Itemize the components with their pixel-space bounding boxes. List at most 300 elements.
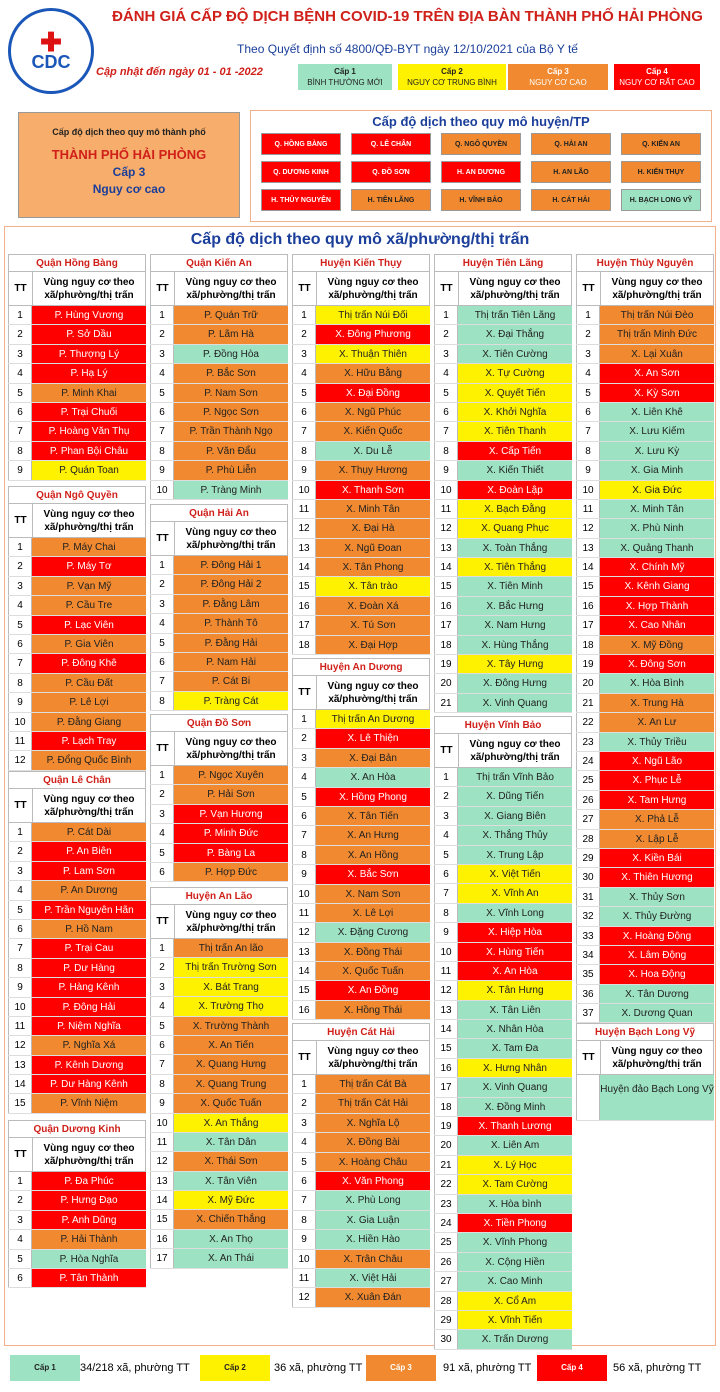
row-number: 1: [150, 766, 174, 784]
col-zone: Vùng nguy cơ theo xã/phường/thị trấn: [43, 1142, 135, 1167]
ward-name: X. Dương Quan: [600, 1004, 714, 1022]
city-risk: Nguy cơ cao: [92, 182, 166, 196]
table-row: [434, 1078, 572, 1097]
col-zone: Vùng nguy cơ theo xã/phường/thị trấn: [43, 276, 135, 301]
table-row: [8, 616, 146, 635]
row-number: 7: [150, 672, 174, 690]
row-number: 28: [576, 830, 600, 848]
table-row: [292, 364, 430, 383]
table-row: [150, 958, 288, 977]
table-row: [292, 923, 430, 942]
table-row: [8, 823, 146, 842]
ward-name: X. Quyết Tiến: [458, 384, 572, 402]
table-row: [434, 1098, 572, 1117]
row-number: 10: [434, 481, 458, 499]
row-number: 1: [576, 306, 600, 324]
row-number: 4: [292, 768, 316, 786]
table-row: [8, 1172, 146, 1191]
footer-level-4: Cấp 4: [537, 1355, 607, 1381]
table-row: [434, 461, 572, 480]
table-row: [434, 981, 572, 1000]
table-row: [576, 500, 714, 519]
table-row: [576, 364, 714, 383]
row-number: 1: [150, 939, 174, 957]
table-row: [576, 481, 714, 500]
row-number: 21: [434, 694, 458, 712]
table-row: [576, 384, 714, 403]
ward-name: P. Lê Lợi: [32, 693, 146, 711]
ward-name: X. Tam Hưng: [600, 791, 714, 809]
ward-name: X. Thái Sơn: [174, 1152, 288, 1170]
ward-name: X. Đông Sơn: [600, 655, 714, 673]
table-title: Quận Hồng Bàng: [8, 254, 146, 272]
ward-name: X. Phù Ninh: [600, 519, 714, 537]
page-subtitle: Theo Quyết định số 4800/QĐ-BYT ngày 12/10/2021 của Bộ Y tế: [237, 42, 578, 56]
ward-name: X. Tú Sơn: [316, 616, 430, 634]
table-row: [292, 306, 430, 325]
col-zone: Vùng nguy cơ theo xã/phường/thị trấn: [185, 526, 277, 551]
row-number: 5: [8, 1250, 32, 1268]
row-number: 7: [292, 1191, 316, 1209]
ward-name: P. Hưng Đạo: [32, 1191, 146, 1209]
ward-name: X. Quang Phục: [458, 519, 572, 537]
ward-table: [292, 254, 430, 655]
table-row: [292, 461, 430, 480]
cdc-logo: [8, 8, 94, 94]
row-number: 6: [8, 403, 32, 421]
table-header: [150, 272, 288, 306]
table-header: [8, 504, 146, 538]
table-row: [292, 519, 430, 538]
table-row: [434, 1156, 572, 1175]
ward-name: P. Văn Đẩu: [174, 442, 288, 460]
table-row: [576, 577, 714, 596]
ward-name: X. Thiên Hương: [600, 868, 714, 886]
col-tt: TT: [9, 1138, 33, 1171]
row-number: 6: [292, 1172, 316, 1190]
table-row: [434, 306, 572, 325]
ward-name: X. Giang Biên: [458, 807, 572, 825]
table-row: [292, 403, 430, 422]
row-number: 37: [576, 1004, 600, 1022]
row-number: 10: [150, 481, 174, 499]
table-row: [150, 634, 288, 653]
table-row: [292, 981, 430, 1000]
row-number: 1: [150, 556, 174, 574]
table-row: [150, 1017, 288, 1036]
update-date: Cập nhật đến ngày 01 - 01 -2022: [96, 66, 263, 78]
row-number: 23: [434, 1195, 458, 1213]
ward-name: P. Đông Hải 2: [174, 575, 288, 593]
ward-table: [8, 254, 146, 481]
ward-name: Thị trấn Tiên Lãng: [458, 306, 572, 324]
ward-name: X. Tiên Thanh: [458, 422, 572, 440]
row-number: 1: [150, 306, 174, 324]
district-chip: H. BẠCH LONG VỸ: [621, 189, 701, 211]
row-number: 3: [8, 577, 32, 595]
table-row: [434, 1272, 572, 1291]
district-chip: Q. LÊ CHÂN: [351, 133, 431, 155]
table-row: [434, 442, 572, 461]
row-number: 4: [150, 614, 174, 632]
ward-name: X. Đồng Bài: [316, 1133, 430, 1151]
table-row: [150, 461, 288, 480]
ward-name: X. Chiến Thắng: [174, 1210, 288, 1228]
ward-name: X. Trân Châu: [316, 1250, 430, 1268]
col-tt: TT: [293, 272, 317, 305]
row-number: 11: [292, 904, 316, 922]
row-number: 8: [8, 442, 32, 460]
table-row: [150, 1055, 288, 1074]
row-number: 6: [150, 653, 174, 671]
table-row: [434, 500, 572, 519]
ward-name: X. Minh Tân: [600, 500, 714, 518]
col-zone: Vùng nguy cơ theo xã/phường/thị trấn: [469, 738, 561, 763]
col-tt: TT: [151, 732, 175, 765]
district-chip: H. TIÊN LÃNG: [351, 189, 431, 211]
row-number: 5: [8, 384, 32, 402]
table-row: [576, 345, 714, 364]
row-number: 1: [292, 1075, 316, 1093]
ward-name: P. Dư Hàng Kênh: [32, 1075, 146, 1093]
footer-count: 91 xã, phường TT: [443, 1362, 532, 1374]
ward-name: P. Hùng Vương: [32, 306, 146, 324]
row-number: 26: [434, 1253, 458, 1271]
table-row: [576, 733, 714, 752]
row-number: 4: [434, 826, 458, 844]
table-row: [150, 345, 288, 364]
ward-name: X. Lý Học: [458, 1156, 572, 1174]
table-row: [434, 923, 572, 942]
table-header: [576, 272, 714, 306]
row-number: 13: [292, 943, 316, 961]
level-legend-1: [298, 64, 392, 90]
row-number: 16: [292, 597, 316, 615]
table-row: [576, 325, 714, 344]
ward-name: X. Hoàng Động: [600, 927, 714, 945]
ward-name: X. Toàn Thắng: [458, 539, 572, 557]
table-header: [8, 272, 146, 306]
table-title: Huyện Thủy Nguyên: [576, 254, 714, 272]
col-tt: TT: [435, 734, 459, 767]
row-number: 2: [150, 325, 174, 343]
ward-name: X. Vinh Quang: [458, 694, 572, 712]
table-row: [434, 481, 572, 500]
district-chip: Q. ĐỒ SƠN: [351, 161, 431, 183]
table-row: [8, 1250, 146, 1269]
ward-name: P. Hợp Đức: [174, 863, 288, 881]
ward-name: X. Tam Cường: [458, 1175, 572, 1193]
col-zone: Vùng nguy cơ theo xã/phường/thị trấn: [611, 276, 703, 301]
row-number: 4: [150, 997, 174, 1015]
table-row: [8, 538, 146, 557]
ward-name: X. Vĩnh An: [458, 884, 572, 902]
row-number: 9: [150, 1094, 174, 1112]
row-number: 11: [8, 1017, 32, 1035]
table-row: [150, 364, 288, 383]
row-number: 11: [292, 500, 316, 518]
ward-name: X. Tân Liên: [458, 1001, 572, 1019]
table-row: [150, 672, 288, 691]
ward-name: P. Đông Khê: [32, 654, 146, 672]
ward-name: X. Quốc Tuấn: [174, 1094, 288, 1112]
row-number: 10: [8, 713, 32, 731]
ward-name: P. Kênh Dương: [32, 1056, 146, 1074]
ward-name: Thị trấn An lão: [174, 939, 288, 957]
row-number: 6: [434, 865, 458, 883]
table-row: [292, 1133, 430, 1152]
level-name: Cấp 1: [334, 67, 356, 76]
table-row: [434, 1039, 572, 1058]
level-desc: NGUY CƠ CAO: [529, 78, 587, 87]
ward-name: Thị trấn Vĩnh Bảo: [458, 768, 572, 786]
header: [0, 0, 720, 100]
level-legend-2: [398, 64, 506, 90]
ward-name: X. Trường Thọ: [174, 997, 288, 1015]
table-row: [292, 539, 430, 558]
table-row: [576, 965, 714, 984]
table-row: [576, 791, 714, 810]
table-title: Huyện Vĩnh Bảo: [434, 716, 572, 734]
table-row: [434, 1253, 572, 1272]
footer-count: 34/218 xã, phường TT: [80, 1362, 190, 1374]
ward-table: [8, 486, 146, 771]
ward-name: P. Bàng La: [174, 844, 288, 862]
level-desc: NGUY CƠ RẤT CAO: [619, 78, 695, 87]
ward-name: X. Đặng Cương: [316, 923, 430, 941]
table-row: [434, 1330, 572, 1349]
ward-name: X. Hòa Bình: [600, 674, 714, 692]
table-row: [292, 1075, 430, 1094]
row-number: 1: [292, 306, 316, 324]
level-desc: NGUY CƠ TRUNG BÌNH: [407, 78, 497, 87]
row-number: 14: [292, 558, 316, 576]
row-number: 5: [150, 1017, 174, 1035]
table-row: [434, 364, 572, 383]
row-number: 3: [292, 345, 316, 363]
row-number: 1: [434, 306, 458, 324]
col-zone: Vùng nguy cơ theo xã/phường/thị trấn: [185, 909, 277, 934]
ward-name: X. Quang Hưng: [174, 1055, 288, 1073]
table-row: [150, 939, 288, 958]
ward-name: P. Vĩnh Niệm: [32, 1094, 146, 1112]
ward-name: X. Đồng Minh: [458, 1098, 572, 1116]
ward-name: P. Sở Dầu: [32, 325, 146, 343]
ward-name: X. Thắng Thủy: [458, 826, 572, 844]
table-title: Quận Dương Kinh: [8, 1120, 146, 1138]
row-number: 10: [292, 481, 316, 499]
ward-name: P. Đông Hải 1: [174, 556, 288, 574]
ward-name: P. An Biên: [32, 842, 146, 860]
ward-table: [8, 771, 146, 1114]
row-number: 11: [150, 1133, 174, 1151]
row-number: 3: [576, 345, 600, 363]
row-number: 7: [434, 422, 458, 440]
row-number: 11: [434, 962, 458, 980]
table-row: [8, 1036, 146, 1055]
table-row: [150, 1152, 288, 1171]
row-number: 11: [8, 732, 32, 750]
table-row: [292, 636, 430, 655]
row-number: 3: [434, 345, 458, 363]
row-number: 34: [576, 946, 600, 964]
row-number: 13: [150, 1172, 174, 1190]
row-number: 3: [8, 862, 32, 880]
table-row: [8, 577, 146, 596]
ward-name: P. Lạch Tray: [32, 732, 146, 750]
table-header: [150, 905, 288, 939]
ward-name: X. Hòa bình: [458, 1195, 572, 1213]
row-number: 13: [434, 1001, 458, 1019]
ward-name: X. Cộng Hiền: [458, 1253, 572, 1271]
table-row: [434, 846, 572, 865]
row-number: 5: [434, 384, 458, 402]
table-row: [434, 674, 572, 693]
row-number: 7: [292, 826, 316, 844]
table-row: [150, 1075, 288, 1094]
ward-name: X. Mỹ Đức: [174, 1191, 288, 1209]
table-row: [292, 826, 430, 845]
table-row: [8, 939, 146, 958]
table-row: [292, 749, 430, 768]
table-row: [150, 863, 288, 882]
col-tt: TT: [9, 789, 33, 822]
ward-name: X. Kênh Giang: [600, 577, 714, 595]
row-number: 6: [434, 403, 458, 421]
table-row: [150, 978, 288, 997]
row-number: 2: [150, 785, 174, 803]
ward-name: Thị trấn Trường Sơn: [174, 958, 288, 976]
table-row: [150, 1114, 288, 1133]
table-row: [434, 904, 572, 923]
ward-name: X. Hiệp Hòa: [458, 923, 572, 941]
ward-table: [434, 254, 572, 713]
ward-name: X. Đại Thắng: [458, 325, 572, 343]
row-number: 14: [8, 1075, 32, 1093]
col-tt: TT: [577, 1041, 601, 1074]
ward-name: X. Tân Viên: [174, 1172, 288, 1190]
row-number: 21: [576, 694, 600, 712]
table-row: [434, 519, 572, 538]
ward-name: P. Anh Dũng: [32, 1211, 146, 1229]
ward-name: X. Thụy Hương: [316, 461, 430, 479]
row-number: 31: [576, 888, 600, 906]
ward-name: X. Thanh Lương: [458, 1117, 572, 1135]
table-row: [150, 1094, 288, 1113]
row-number: 12: [8, 1036, 32, 1054]
row-number: 4: [292, 364, 316, 382]
row-number: 9: [434, 923, 458, 941]
table-row: [8, 384, 146, 403]
ward-name: X. Phục Lễ: [600, 771, 714, 789]
ward-name: X. Đoàn Lập: [458, 481, 572, 499]
ward-table: [150, 887, 288, 1269]
col-tt: TT: [151, 522, 175, 555]
table-title: Huyện Tiên Lãng: [434, 254, 572, 272]
row-number: 15: [434, 577, 458, 595]
table-row: [434, 1292, 572, 1311]
row-number: 7: [8, 422, 32, 440]
ward-name: X. Lưu Kỳ: [600, 442, 714, 460]
table-row: [292, 500, 430, 519]
row-number: 5: [434, 846, 458, 864]
table-row: [576, 655, 714, 674]
row-number: 14: [150, 1191, 174, 1209]
ward-name: P. Lạc Viên: [32, 616, 146, 634]
table-row: [8, 461, 146, 480]
table-row: [8, 901, 146, 920]
ward-name: X. Hoàng Châu: [316, 1153, 430, 1171]
table-row: [8, 422, 146, 441]
row-number: 18: [434, 1098, 458, 1116]
col-zone: Vùng nguy cơ theo xã/phường/thị trấn: [43, 508, 135, 533]
table-title: Huyện Cát Hải: [292, 1023, 430, 1041]
ward-name: X. Bạch Đằng: [458, 500, 572, 518]
ward-name: P. Đa Phúc: [32, 1172, 146, 1190]
row-number: 15: [434, 1039, 458, 1057]
table-title: Huyện Bạch Long Vỹ: [576, 1023, 714, 1041]
ward-name: P. Hải Thành: [32, 1230, 146, 1248]
ward-name: P. Vạn Hương: [174, 805, 288, 823]
ward-name: P. Dư Hàng: [32, 959, 146, 977]
table-row: [576, 907, 714, 926]
ward-name: X. Đồng Thái: [316, 943, 430, 961]
ward-name: X. Đại Đồng: [316, 384, 430, 402]
table-row: [150, 306, 288, 325]
ward-name: X. Trung Lập: [458, 846, 572, 864]
table-header: [292, 1041, 430, 1075]
row-number: 9: [292, 1230, 316, 1248]
table-row: [434, 325, 572, 344]
row-number: 1: [434, 768, 458, 786]
table-row: [434, 384, 572, 403]
table-row: [576, 461, 714, 480]
table-header: [150, 732, 288, 766]
row-number: 19: [576, 655, 600, 673]
ward-name: X. Tam Đa: [458, 1039, 572, 1057]
row-number: 9: [150, 461, 174, 479]
ward-name: X. Lập Lễ: [600, 830, 714, 848]
district-level-box: [250, 110, 712, 222]
ward-name: X. Vĩnh Long: [458, 904, 572, 922]
table-row: [292, 1153, 430, 1172]
col-tt: TT: [577, 272, 601, 305]
table-title: Quận Kiến An: [150, 254, 288, 272]
table-row: [150, 805, 288, 824]
table-row: [8, 1269, 146, 1288]
table-row: [8, 959, 146, 978]
ward-name: P. Trần Thành Ngọ: [174, 422, 288, 440]
table-row: [434, 1233, 572, 1252]
ward-name: P. Hải Sơn: [174, 785, 288, 803]
ward-name: X. Quảng Thanh: [600, 539, 714, 557]
ward-name: P. Đông Hải: [32, 998, 146, 1016]
row-number: 10: [434, 943, 458, 961]
table-title: Huyện Kiến Thụy: [292, 254, 430, 272]
col-zone: Vùng nguy cơ theo xã/phường/thị trấn: [185, 276, 277, 301]
row-number: 2: [576, 325, 600, 343]
table-row: [8, 306, 146, 325]
row-number: 36: [576, 985, 600, 1003]
table-row: [576, 849, 714, 868]
table-row: [150, 1133, 288, 1152]
table-row: [434, 597, 572, 616]
table-row: [8, 1191, 146, 1210]
ward-name: X. Tân Tiến: [316, 807, 430, 825]
table-row: [150, 692, 288, 711]
table-row: [434, 345, 572, 364]
ward-name: X. Vĩnh Tiến: [458, 1311, 572, 1329]
